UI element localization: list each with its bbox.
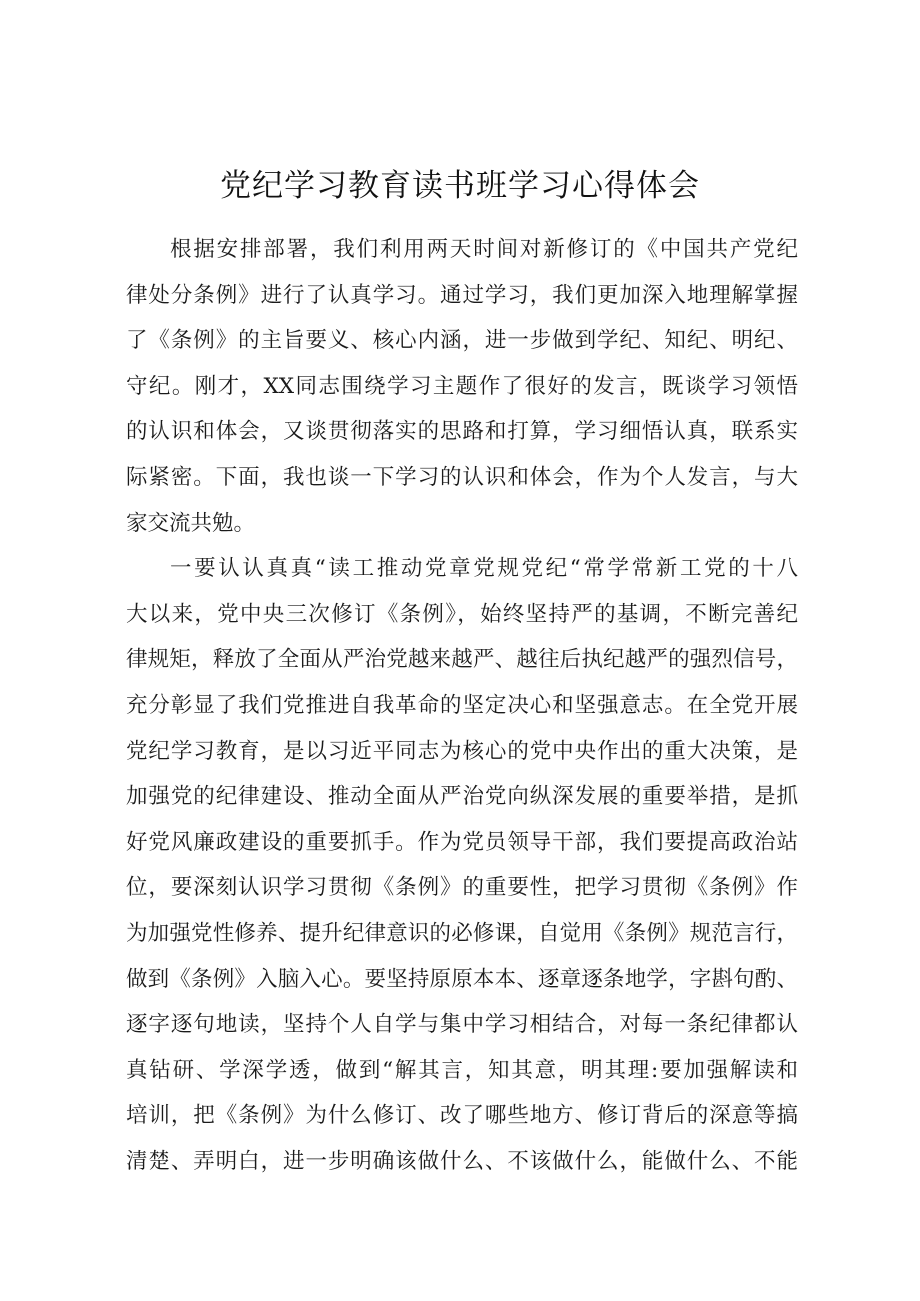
paragraph-1	[126, 227, 798, 546]
paragraph-line: 根据安排部署，我们利用两天时间对新修订的《中国共产党纪	[170, 237, 798, 262]
paragraph-line: 了《条例》的主旨要义、核心内涵，进一步做到学纪、知纪、明纪、	[126, 328, 798, 354]
paragraph-line: 做到《条例》入脑入心。要坚持原原本本、逐章逐条地学，字斟句酌、	[126, 966, 798, 992]
paragraph-line: 际紧密。下面，我也谈一下学习的认识和体会，作为个人发言，与大	[126, 464, 798, 490]
paragraph-line: 守纪。刚才，XX同志围绕学习主题作了很好的发言，既谈学习领悟	[126, 373, 798, 399]
paragraph-line: 为加强党性修养、提升纪律意识的必修课，自觉用《条例》规范言行，	[126, 920, 798, 946]
paragraph-line: 加强党的纪律建设、推动全面从严治党向纵深发展的重要举措，是抓	[126, 784, 798, 810]
paragraph-line: 律处分条例》进行了认真学习。通过学习，我们更加深入地理解掌握	[126, 282, 798, 308]
paragraph-line: 充分彰显了我们党推进自我革命的坚定决心和坚强意志。在全党开展	[126, 692, 798, 718]
paragraph-line: 一要认认真真“读工推动党章党规党纪“常学常新工党的十八	[170, 556, 798, 582]
paragraph-line: 好党风廉政建设的重要抓手。作为党员领导干部，我们要提高政治站	[126, 829, 798, 855]
paragraph-line: 家交流共勉。	[126, 510, 256, 536]
paragraph-line: 培训，把《条例》为什么修订、改了哪些地方、修订背后的深意等搞	[126, 1103, 798, 1129]
paragraph-line: 的认识和体会，又谈贯彻落实的思路和打算，学习细悟认真，联系实	[126, 419, 798, 445]
paragraph-line: 逐字逐句地读，坚持个人自学与集中学习相结合，对每一条纪律都认	[126, 1012, 798, 1038]
paragraph-line: 律规矩，释放了全面从严治党越来越严、越往后执纪越严的强烈信号，	[126, 647, 798, 673]
paragraph-line: 清楚、弄明白，进一步明确该做什么、不该做什么，能做什么、不能	[126, 1148, 798, 1174]
paragraph-line: 党纪学习教育，是以习近平同志为核心的党中央作出的重大决策，是	[126, 738, 798, 764]
document-body	[126, 227, 798, 1184]
paragraph-line: 大以来，党中央三次修订《条例》，始终坚持严的基调，不断完善纪	[126, 601, 798, 627]
paragraph-line: 位，要深刻认识学习贯彻《条例》的重要性，把学习贯彻《条例》作	[126, 875, 798, 901]
paragraph-line: 真钻研、学深学透，做到“解其言，知其意，明其理:要加强解读和	[126, 1057, 798, 1083]
document-title: 党纪学习教育读书班学习心得体会	[220, 168, 700, 204]
paragraph-2	[126, 546, 798, 1184]
